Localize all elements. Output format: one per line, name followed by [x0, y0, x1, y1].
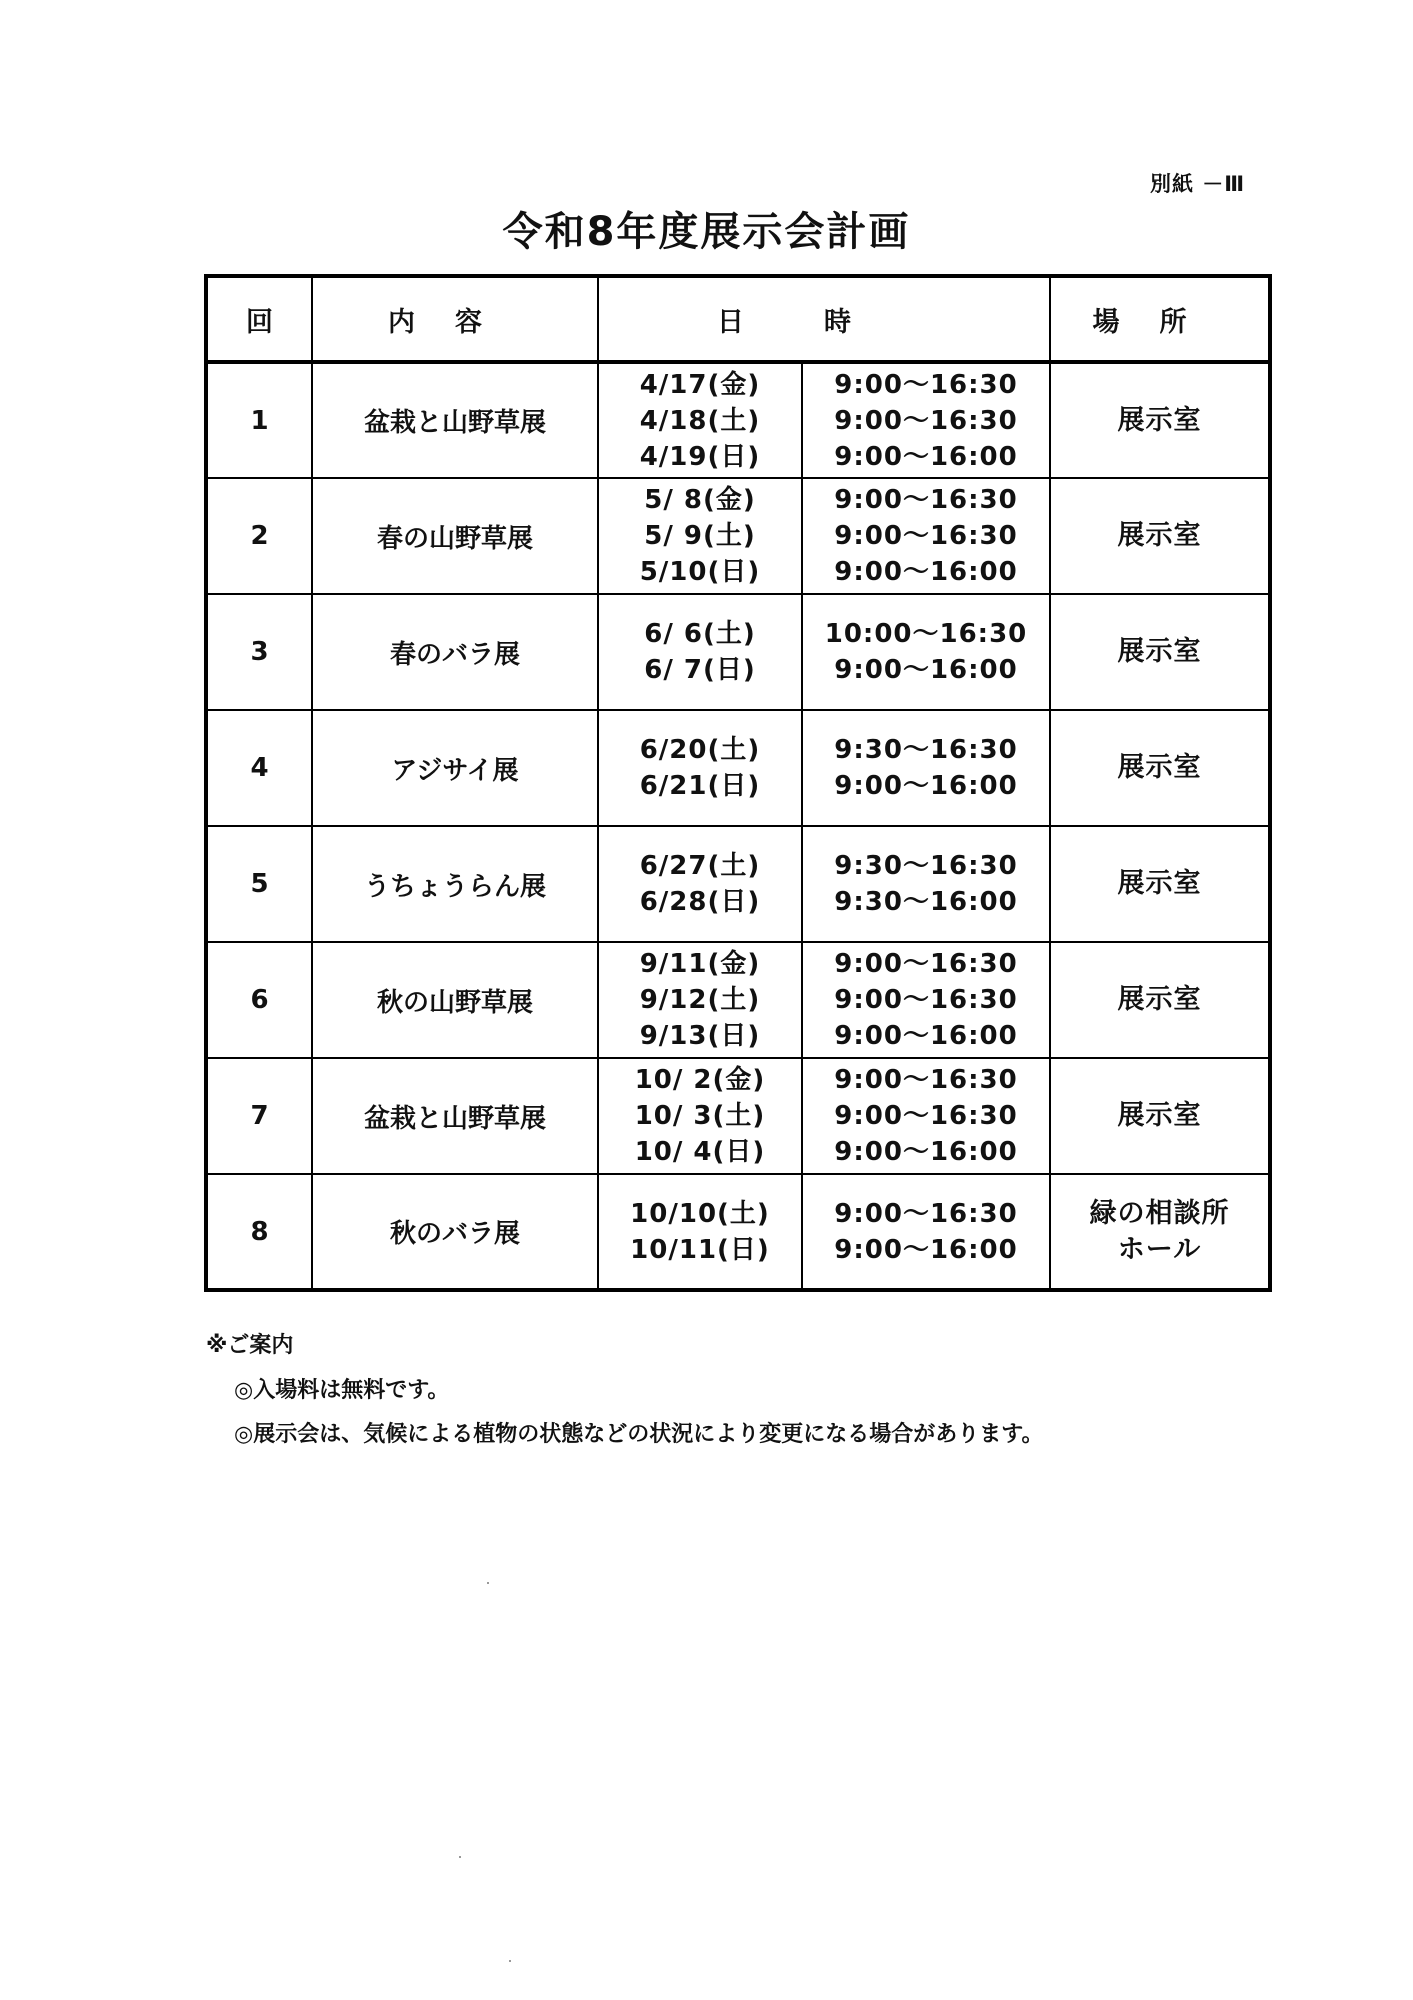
exhibition-times	[802, 362, 1050, 478]
place-line: 緑の相談所	[1089, 1197, 1230, 1229]
time-line: 9:00～16:30	[834, 405, 1018, 436]
date-line: 4/17(金)	[639, 369, 761, 400]
exhibition-times	[802, 710, 1050, 826]
header-no: 回	[206, 276, 312, 362]
exhibition-dates	[598, 710, 802, 826]
table-row	[206, 826, 1270, 942]
attachment-label: 別紙 －Ⅲ	[1150, 172, 1246, 196]
time-line: 10:00～16:30	[824, 619, 1028, 649]
row-number: 3	[206, 594, 312, 710]
scan-speck	[487, 1582, 489, 1584]
time-line: 9:00～16:00	[834, 1234, 1018, 1265]
time-line: 9:30～16:00	[834, 887, 1018, 917]
place-line: ホール	[1117, 1233, 1202, 1265]
table-row	[206, 594, 1270, 710]
row-number: 2	[206, 478, 312, 594]
exhibition-name: 春の山野草展	[312, 478, 598, 594]
row-number: 5	[206, 826, 312, 942]
table-row	[206, 1058, 1270, 1174]
date-line: 9/13(日)	[639, 1021, 761, 1051]
exhibition-name: 秋のバラ展	[312, 1174, 598, 1290]
scan-speck	[509, 1960, 511, 1962]
date-line: 5/ 8(金)	[644, 485, 756, 515]
exhibition-dates	[598, 942, 802, 1058]
time-line: 9:00～16:00	[834, 557, 1018, 587]
date-line: 5/ 9(土)	[644, 521, 756, 551]
exhibition-name: 盆栽と山野草展	[312, 1058, 598, 1174]
time-line: 9:30～16:30	[834, 851, 1018, 881]
time-line: 9:00～16:00	[834, 1021, 1018, 1051]
exhibition-place	[1050, 1174, 1270, 1290]
time-line: 9:30～16:30	[834, 735, 1018, 765]
place-line: 展示室	[1117, 868, 1202, 899]
exhibition-dates	[598, 826, 802, 942]
exhibition-dates	[598, 362, 802, 478]
exhibition-name: アジサイ展	[312, 710, 598, 826]
page-title: 令和8年度展示会計画	[502, 209, 911, 255]
exhibition-times	[802, 1174, 1050, 1290]
date-line: 5/10(日)	[639, 557, 761, 587]
date-line: 4/19(日)	[639, 441, 761, 472]
exhibition-name: うちょうらん展	[312, 826, 598, 942]
note-item-changes: ◎展示会は、気候による植物の状態などの状況により変更になる場合があります。	[234, 1422, 1044, 1447]
date-line: 10/11(日)	[630, 1234, 770, 1265]
row-number: 4	[206, 710, 312, 826]
time-line: 9:00～16:30	[834, 1101, 1018, 1131]
exhibition-schedule-table	[204, 274, 1272, 1292]
exhibition-dates	[598, 478, 802, 594]
table-row	[206, 362, 1270, 478]
exhibition-name: 盆栽と山野草展	[312, 362, 598, 478]
time-line: 9:00～16:00	[834, 1137, 1018, 1167]
date-line: 6/21(日)	[639, 771, 761, 801]
exhibition-dates	[598, 594, 802, 710]
table-header-row	[206, 276, 1270, 362]
row-number: 8	[206, 1174, 312, 1290]
date-line: 6/27(土)	[639, 851, 761, 881]
table-row	[206, 710, 1270, 826]
time-line: 9:00～16:00	[834, 655, 1018, 685]
header-content: 内容	[312, 276, 598, 362]
exhibition-place	[1050, 362, 1270, 478]
exhibition-times	[802, 594, 1050, 710]
date-line: 10/10(土)	[630, 1198, 770, 1229]
scan-speck	[459, 1856, 461, 1858]
exhibition-dates	[598, 1058, 802, 1174]
exhibition-place	[1050, 1058, 1270, 1174]
exhibition-name: 秋の山野草展	[312, 942, 598, 1058]
date-line: 6/ 6(土)	[644, 619, 756, 649]
time-line: 9:00～16:00	[834, 771, 1018, 801]
time-line: 9:00～16:30	[834, 985, 1018, 1015]
time-line: 9:00～16:30	[834, 369, 1018, 400]
date-line: 6/ 7(日)	[644, 655, 756, 685]
exhibition-place	[1050, 478, 1270, 594]
header-datetime: 日時	[598, 276, 1050, 362]
table-body	[206, 362, 1270, 1290]
time-line: 9:00～16:30	[834, 949, 1018, 979]
exhibition-times	[802, 942, 1050, 1058]
date-line: 10/ 4(日)	[634, 1137, 766, 1167]
time-line: 9:00～16:30	[834, 485, 1018, 515]
exhibition-times	[802, 1058, 1050, 1174]
row-number: 7	[206, 1058, 312, 1174]
table-row	[206, 1174, 1270, 1290]
date-line: 9/11(金)	[639, 949, 761, 979]
row-number: 1	[206, 362, 312, 478]
place-line: 展示室	[1117, 520, 1202, 551]
exhibition-times	[802, 478, 1050, 594]
notes-heading: ※ご案内	[206, 1333, 294, 1358]
exhibition-place	[1050, 826, 1270, 942]
date-line: 10/ 3(土)	[634, 1101, 766, 1131]
notes-list	[206, 1375, 1043, 1451]
place-line: 展示室	[1117, 404, 1202, 436]
time-line: 9:00～16:30	[834, 521, 1018, 551]
date-line: 4/18(土)	[639, 405, 761, 436]
time-line: 9:00～16:30	[834, 1198, 1018, 1229]
table-row	[206, 478, 1270, 594]
date-line: 9/12(土)	[639, 985, 761, 1015]
time-line: 9:00～16:00	[834, 441, 1018, 472]
date-line: 6/20(土)	[639, 735, 761, 765]
date-line: 10/ 2(金)	[634, 1065, 766, 1095]
time-line: 9:00～16:30	[834, 1065, 1018, 1095]
exhibition-name: 春のバラ展	[312, 594, 598, 710]
exhibition-dates	[598, 1174, 802, 1290]
row-number: 6	[206, 942, 312, 1058]
table-row	[206, 942, 1270, 1058]
notes-section	[206, 1328, 1043, 1463]
place-line: 展示室	[1117, 752, 1202, 783]
place-line: 展示室	[1117, 984, 1202, 1015]
header-place: 場所	[1050, 276, 1270, 362]
note-item-admission: ◎入場料は無料です。	[234, 1378, 450, 1403]
exhibition-place	[1050, 942, 1270, 1058]
exhibition-place	[1050, 710, 1270, 826]
exhibition-times	[802, 826, 1050, 942]
exhibition-place	[1050, 594, 1270, 710]
place-line: 展示室	[1117, 636, 1202, 667]
place-line: 展示室	[1117, 1100, 1202, 1131]
date-line: 6/28(日)	[639, 887, 761, 917]
